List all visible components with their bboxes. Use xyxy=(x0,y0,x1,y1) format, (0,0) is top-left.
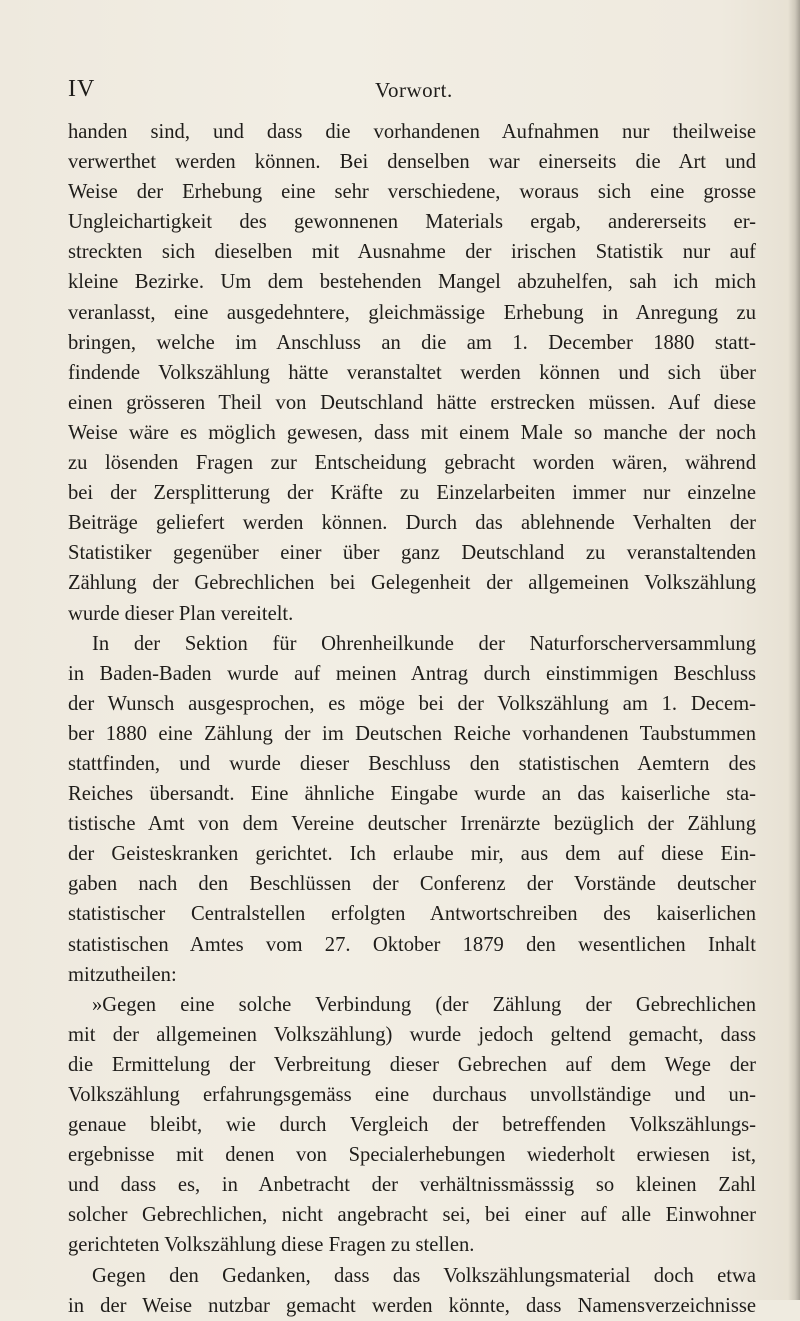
text-line: Beiträge geliefert werden können. Durch das ablehnende Verhalten der xyxy=(68,512,756,535)
text-line: in der Weise nutzbar gemacht werden könnte, dass Namensverzeichnisse xyxy=(68,1294,756,1317)
paragraph-end-line: gerichteten Volkszählung diese Fragen zu stellen. xyxy=(68,1234,475,1257)
text-line: bei der Zersplitterung der Kräfte zu Einzelarbeiten immer nur einzelne xyxy=(68,482,756,505)
text-line: Ungleichartigkeit des gewonnenen Materials ergab, andererseits er- xyxy=(68,211,756,234)
running-title: Vorwort. xyxy=(375,78,453,102)
text-line: stattfinden, und wurde dieser Beschluss den statistischen Aemtern des xyxy=(68,752,756,775)
text-line: zu lösenden Fragen zur Entscheidung gebracht worden wären, während xyxy=(68,452,756,475)
page-edge-shadow xyxy=(788,0,800,1300)
text-line: Reiches übersandt. Eine ähnliche Eingabe wurde an das kaiserliche sta- xyxy=(68,783,756,806)
paragraph-end-line: mitzutheilen: xyxy=(68,963,177,986)
text-line: verwerthet werden können. Bei denselben war einerseits die Art und xyxy=(68,151,756,174)
page-number: IV xyxy=(68,76,96,102)
text-line: gaben nach den Beschlüssen der Conferenz der Vorstände deutscher xyxy=(68,873,756,896)
page-header xyxy=(68,76,748,106)
text-line: Volkszählung erfahrungsgemäss eine durchaus unvollständige und un- xyxy=(68,1084,756,1106)
paragraph-end-line: wurde dieser Plan vereitelt. xyxy=(68,602,294,625)
text-line: Weise wäre es möglich gewesen, dass mit einem Male so manche der noch xyxy=(68,421,756,444)
text-line: der Geisteskranken gerichtet. Ich erlaube mir, aus dem auf diese Ein- xyxy=(68,843,756,866)
text-line: mit der allgemeinen Volkszählung) wurde jedoch geltend gemacht, dass xyxy=(68,1023,756,1046)
text-line: und dass es, in Anbetracht der verhältnissmässsig so kleinen Zahl xyxy=(68,1174,756,1197)
text-line: genaue bleibt, wie durch Vergleich der betreffenden Volkszählungs- xyxy=(68,1114,756,1137)
text-line: der Wunsch ausgesprochen, es möge bei der Volkszählung am 1. Decem- xyxy=(68,692,756,715)
text-line: solcher Gebrechlichen, nicht angebracht sei, bei einer auf alle Einwohner xyxy=(68,1204,756,1227)
text-line: findende Volkszählung hätte veranstaltet werden können und sich über xyxy=(68,361,756,384)
text-line: Weise der Erhebung eine sehr verschiedene, woraus sich eine grosse xyxy=(68,181,756,204)
text-line: ber 1880 eine Zählung der im Deutschen Reiche vorhandenen Taubstummen xyxy=(68,722,756,745)
text-line: veranlasst, eine ausgedehntere, gleichmässige Erhebung in Anregung zu xyxy=(68,301,756,324)
body-text xyxy=(68,117,756,1321)
text-line: in Baden-Baden wurde auf meinen Antrag durch einstimmigen Beschluss xyxy=(68,662,756,685)
text-line: statistischen Amtes vom 27. Oktober 1879 den wesentlichen Inhalt xyxy=(68,933,756,956)
text-line: streckten sich dieselben mit Ausnahme der irischen Statistik nur auf xyxy=(68,241,756,264)
paragraph-start-line: Gegen den Gedanken, dass das Volkszählungsmaterial doch etwa xyxy=(92,1264,756,1287)
quote-start-line: »Gegen eine solche Verbindung (der Zählung der Gebrechlichen xyxy=(92,993,756,1016)
text-line: Zählung der Gebrechlichen bei Gelegenheit der allgemeinen Volkszählung xyxy=(68,572,756,595)
text-line: tistische Amt von dem Vereine deutscher Irrenärzte bezüglich der Zählung xyxy=(68,813,756,836)
text-line: handen sind, und dass die vorhandenen Aufnahmen nur theilweise xyxy=(68,121,756,143)
text-line: statistischer Centralstellen erfolgten Antwortschreiben des kaiserlichen xyxy=(68,903,756,926)
text-line: ergebnisse mit denen von Specialerhebungen wiederholt erwiesen ist, xyxy=(68,1144,756,1167)
paragraph-start-line: In der Sektion für Ohrenheilkunde der Naturforscherversammlung xyxy=(92,632,756,655)
text-line: bringen, welche im Anschluss an die am 1. December 1880 statt- xyxy=(68,331,756,354)
text-line: einen grösseren Theil von Deutschland hätte erstrecken müssen. Auf diese xyxy=(68,391,756,414)
text-line: die Ermittelung der Verbreitung dieser Gebrechen auf dem Wege der xyxy=(68,1053,756,1076)
text-line: kleine Bezirke. Um dem bestehenden Mangel abzuhelfen, sah ich mich xyxy=(68,271,756,294)
text-line: Statistiker gegenüber einer über ganz Deutschland zu veranstaltenden xyxy=(68,542,756,565)
